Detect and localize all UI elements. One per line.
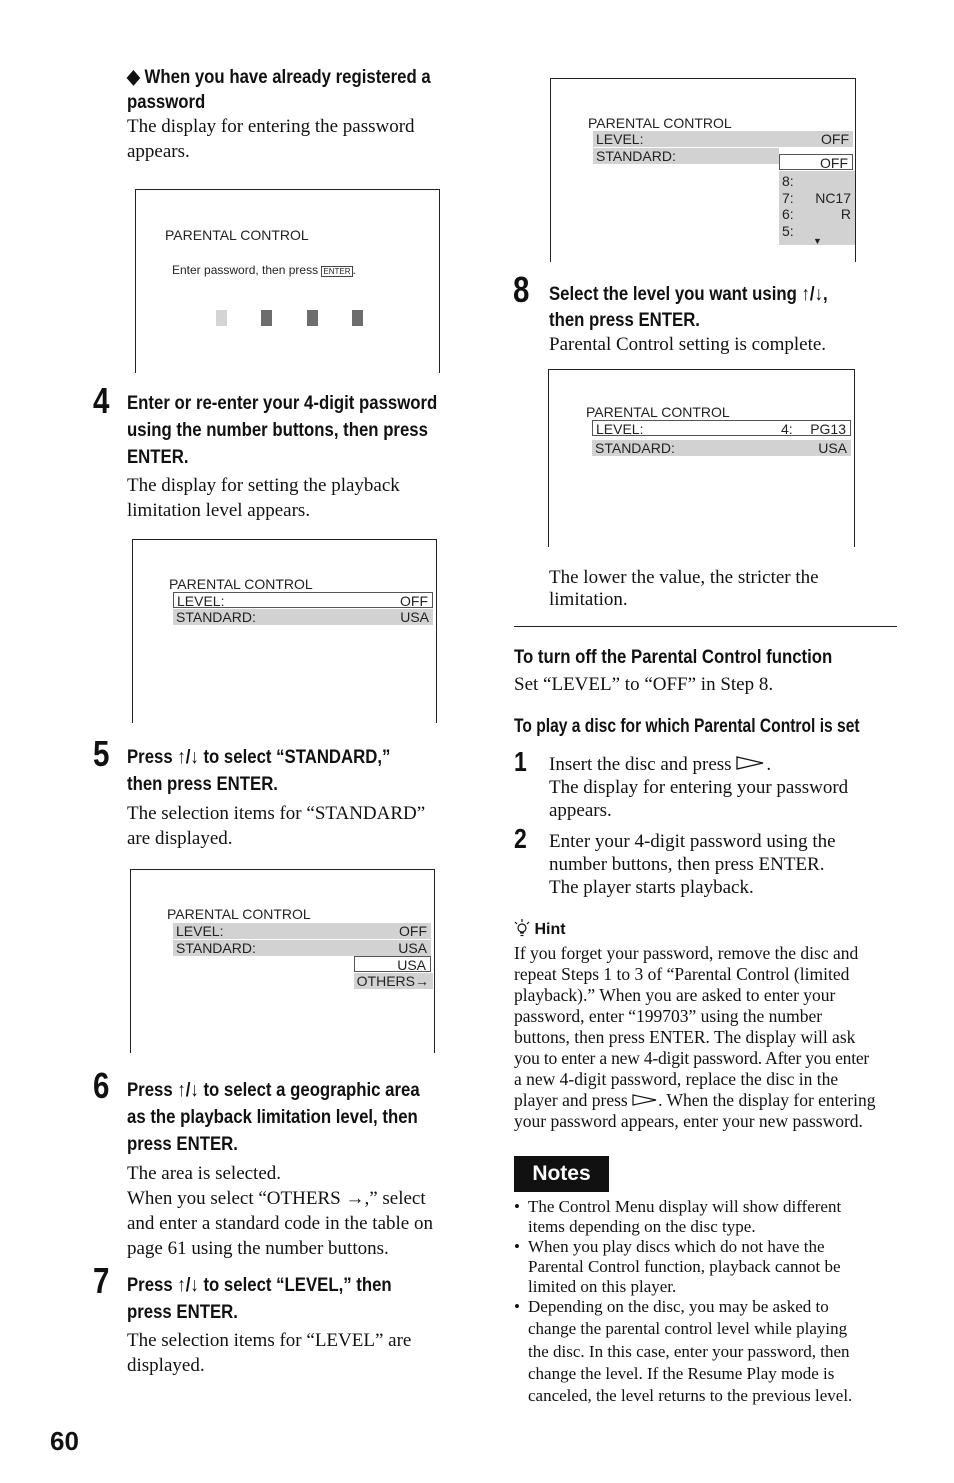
play-icon [736, 755, 766, 771]
level-list-val: R [840, 206, 851, 222]
play-step-2-line1: Enter your 4-digit password using the [549, 831, 836, 852]
page-number: 60 [50, 1426, 79, 1456]
note-2-line: Parental Control function, playback cannot be [528, 1257, 841, 1276]
hint-line: password, enter “199703” using the number [514, 1006, 823, 1026]
note-1-line: items depending on the disc type. [528, 1217, 756, 1236]
option-others-label: OTHERS→ [356, 973, 429, 989]
level-value: OFF [821, 131, 849, 147]
hint-line: If you forget your password, remove the disc and [514, 943, 859, 963]
step-4-body-line2: limitation level appears. [127, 500, 311, 521]
hint-line: playback).” When you are asked to enter your [514, 985, 836, 1005]
step-4-heading-line1: Enter or re-enter your 4-digit password [127, 392, 438, 414]
play-step-1-line3: appears. [549, 800, 612, 821]
lower-note-line2: limitation. [549, 589, 628, 610]
level-list-item [779, 206, 855, 222]
step-6-body-line2: When you select “OTHERS →,” select [127, 1188, 426, 1209]
screen-title: PARENTAL CONTROL [588, 115, 732, 131]
note-bullet: • [514, 1297, 520, 1316]
level-row [592, 420, 851, 436]
note-3-line: Depending on the disc, you may be asked to [528, 1297, 829, 1316]
password-entry-screen [135, 189, 440, 373]
step-6-number: 6 [93, 1065, 110, 1106]
play-step-1-number: 1 [514, 746, 527, 777]
option-usa [354, 956, 431, 972]
standard-row [173, 609, 433, 625]
step-4-heading-line2: using the number buttons, then press [127, 419, 428, 441]
step-7-heading-line1: Press ↑/↓ to select “LEVEL,” then [127, 1274, 392, 1296]
level-value: OFF [399, 923, 427, 939]
level-label: LEVEL: [176, 923, 224, 939]
scroll-down-arrow-icon: ▼ [813, 236, 822, 246]
hint-line: repeat Steps 1 to 3 of “Parental Control (limited [514, 964, 850, 984]
level-list-item [779, 190, 855, 206]
intro-heading-line2: password [127, 91, 206, 113]
step-6-heading-line1: Press ↑/↓ to select a geographic area [127, 1079, 420, 1101]
note-3-line: canceled, the level returns to the previous level. [528, 1386, 853, 1405]
note-bullet: • [514, 1197, 520, 1216]
lightbulb-icon [514, 919, 530, 937]
password-digit-box [307, 310, 318, 326]
step-7-body-line1: The selection items for “LEVEL” are [127, 1330, 412, 1351]
screen-title: PARENTAL CONTROL [165, 227, 309, 243]
selected-level-value: OFF [820, 155, 848, 171]
note-3-line: change the level. If the Resume Play mode is [528, 1364, 835, 1383]
turn-off-body: Set “LEVEL” to “OFF” in Step 8. [514, 674, 774, 695]
option-usa-label: USA [397, 957, 426, 973]
section-divider [514, 626, 897, 627]
step-6-heading-line3: press ENTER. [127, 1133, 238, 1155]
hint-label: Hint [514, 919, 566, 940]
step-8-body: Parental Control setting is complete. [549, 334, 827, 355]
level-row [173, 923, 431, 939]
standard-row [592, 440, 851, 456]
hint-line: buttons, then press ENTER. The display will ask [514, 1027, 856, 1047]
level-num: 4: [781, 421, 793, 437]
hint-line: you to enter a new 4-digit password. After you enter [514, 1048, 870, 1068]
level-row [173, 592, 433, 608]
screen-title: PARENTAL CONTROL [169, 576, 313, 592]
step-4-body-line1: The display for setting the playback [127, 475, 400, 496]
standard-value: USA [398, 940, 427, 956]
step-5-heading-line2: then press ENTER. [127, 773, 278, 795]
step-7-heading-line2: press ENTER. [127, 1301, 238, 1323]
step-6-body-line3: and enter a standard code in the table on [127, 1213, 433, 1234]
play-step-2-number: 2 [514, 823, 527, 854]
step-6-body-line4: page 61 using the number buttons. [127, 1238, 389, 1259]
screen-title: PARENTAL CONTROL [167, 906, 311, 922]
play-step-1-line2: The display for entering your password [549, 777, 849, 798]
step-8-number: 8 [513, 269, 530, 310]
play-step-1-line1: Insert the disc and press . [549, 754, 772, 775]
level-list-val: NC17 [815, 190, 851, 206]
step-5-heading-line1: Press ↑/↓ to select “STANDARD,” [127, 746, 391, 768]
standard-value: USA [400, 609, 429, 625]
level-list-num: 8: [782, 173, 794, 189]
level-row [593, 131, 853, 147]
step-8-heading-line1: Select the level you want using ↑/↓, [549, 283, 828, 305]
standard-label: STANDARD: [176, 940, 256, 956]
note-2-line: limited on this player. [528, 1277, 677, 1296]
parental-control-screen [132, 539, 437, 723]
level-label: LEVEL: [596, 131, 644, 147]
option-others [354, 973, 433, 989]
screen-title: PARENTAL CONTROL [586, 404, 730, 420]
step-4-heading-line3: ENTER. [127, 446, 189, 468]
note-2-line: When you play discs which do not have the [528, 1237, 825, 1256]
note-3-line: change the parental control level while playing [528, 1319, 848, 1338]
level-value: PG13 [810, 421, 846, 437]
standard-label: STANDARD: [176, 609, 256, 625]
password-digit-box [352, 310, 363, 326]
play-step-2-line3: The player starts playback. [549, 877, 754, 898]
standard-label: STANDARD: [595, 440, 675, 456]
note-1-line: The Control Menu display will show different [528, 1197, 842, 1216]
level-value: OFF [400, 593, 428, 609]
level-list-item [779, 173, 855, 189]
note-3-line: the disc. In this case, enter your password, then [528, 1342, 850, 1361]
step-6-heading-line2: as the playback limitation level, then [127, 1106, 418, 1128]
step-7-number: 7 [93, 1260, 110, 1301]
intro-body-line2: appears. [127, 141, 190, 162]
step-5-body-line2: are displayed. [127, 828, 233, 849]
level-label: LEVEL: [596, 421, 644, 437]
standard-row [593, 148, 779, 164]
step-8-heading-line2: then press ENTER. [549, 309, 700, 331]
note-bullet: • [514, 1237, 520, 1256]
hint-line: a new 4-digit password, replace the disc in the [514, 1069, 839, 1089]
level-list-num: 5: [782, 223, 794, 239]
standard-value: USA [818, 440, 847, 456]
parental-control-complete-screen [548, 369, 855, 547]
play-step-2-line2: number buttons, then press ENTER. [549, 854, 825, 875]
level-label: LEVEL: [177, 593, 225, 609]
level-list-num: 7: [782, 190, 794, 206]
password-digit-box [216, 310, 227, 326]
hint-line: player and press . When the display for entering [514, 1090, 876, 1110]
step-5-number: 5 [93, 733, 110, 774]
step-7-body-line2: displayed. [127, 1355, 205, 1376]
enter-key-icon: ENTER [323, 267, 351, 276]
standard-row [173, 940, 431, 956]
standard-selection-screen [130, 869, 435, 1053]
level-list-num: 6: [782, 206, 794, 222]
password-prompt: Enter password, then press ENTER . [172, 263, 356, 277]
lower-note-line1: The lower the value, the stricter the [549, 567, 819, 588]
step-4-number: 4 [93, 380, 110, 421]
password-digit-box [261, 310, 272, 326]
hint-line: your password appears, enter your new password. [514, 1111, 863, 1131]
step-5-body-line1: The selection items for “STANDARD” [127, 803, 426, 824]
play-icon [632, 1093, 658, 1107]
notes-label: Notes [514, 1156, 609, 1192]
intro-body-line1: The display for entering the password [127, 116, 415, 137]
standard-label: STANDARD: [596, 148, 676, 164]
step-6-body-line1: The area is selected. [127, 1163, 282, 1184]
play-disc-heading: To play a disc for which Parental Control is set [514, 715, 860, 737]
selected-level-box [779, 154, 853, 170]
turn-off-heading: To turn off the Parental Control function [514, 646, 833, 668]
intro-heading-line1: ◆ When you have already registered a [127, 66, 431, 88]
level-selection-screen [550, 78, 856, 262]
